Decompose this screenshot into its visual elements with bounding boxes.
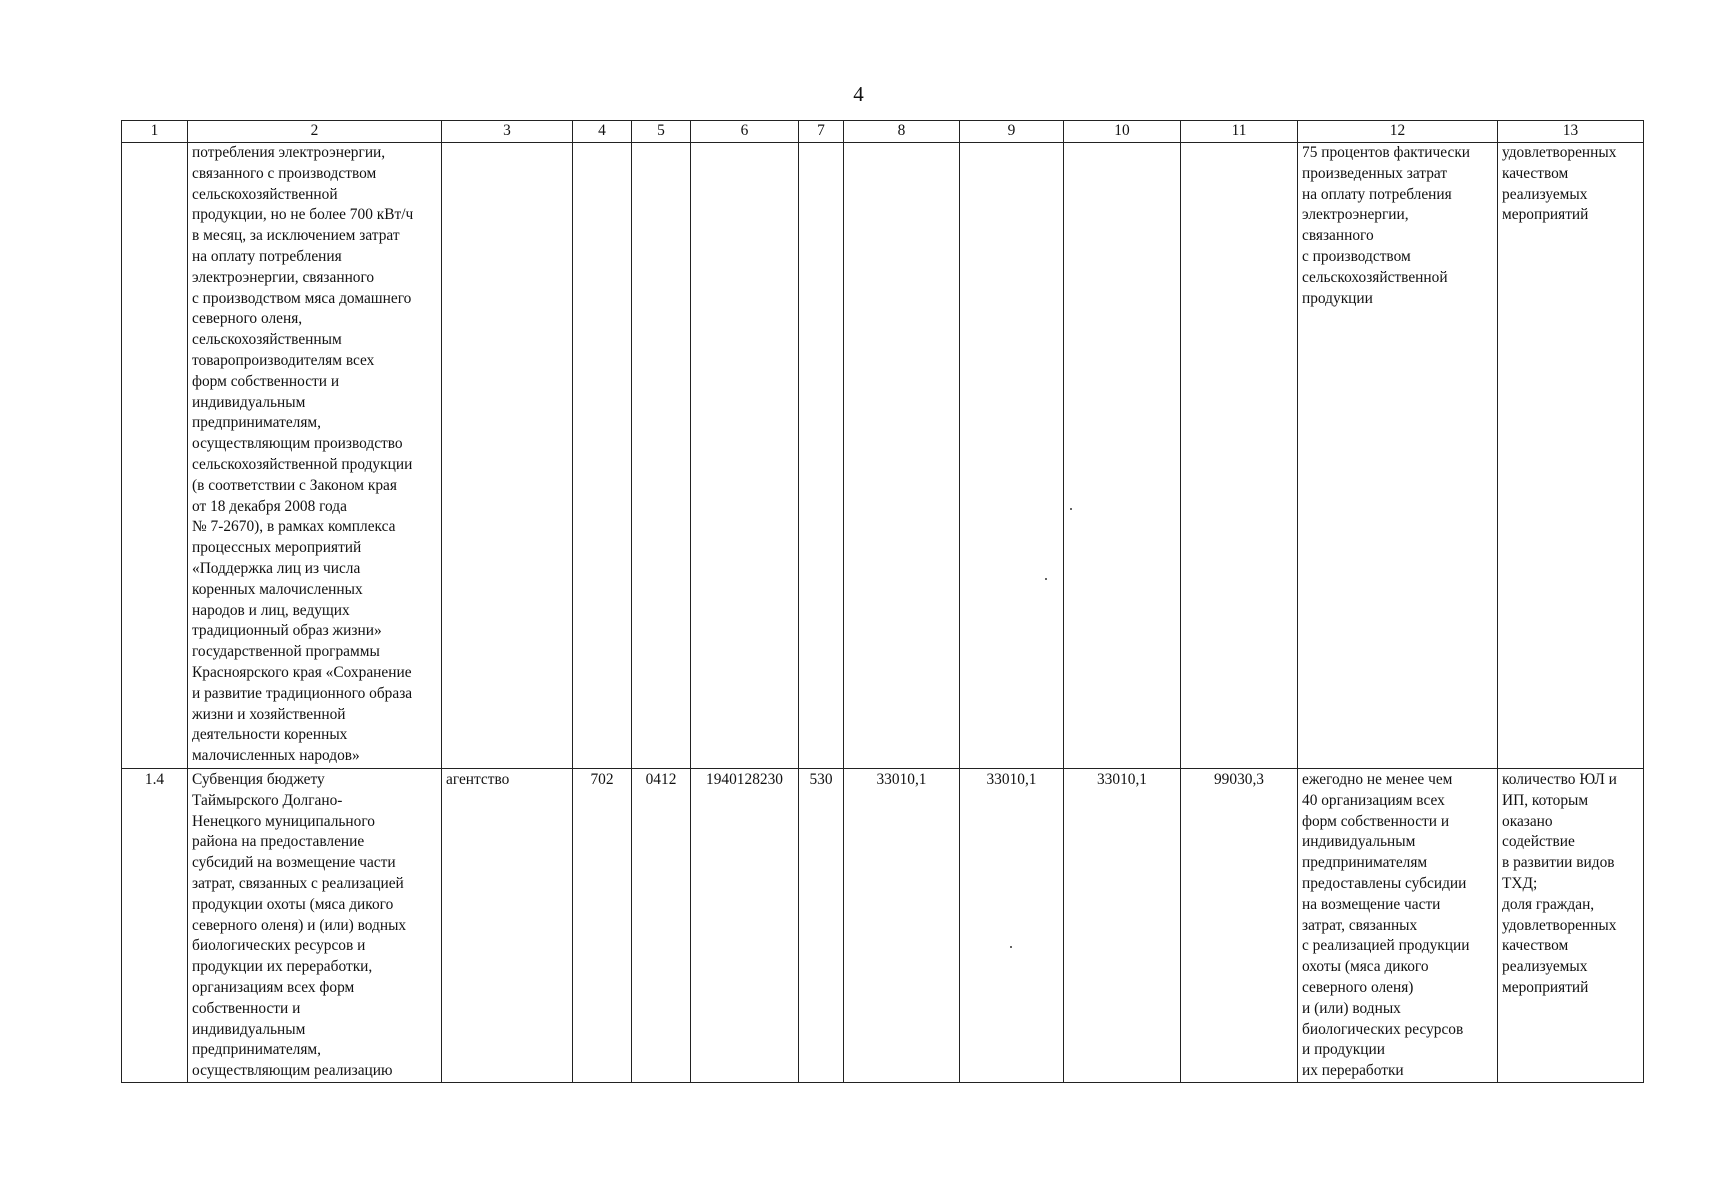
header-col-7: 7	[799, 121, 844, 143]
year1-amount-cell	[844, 143, 960, 769]
header-col-3: 3	[442, 121, 573, 143]
header-col-2: 2	[188, 121, 442, 143]
header-col-9: 9	[960, 121, 1064, 143]
row-number-cell: 1.4	[122, 769, 188, 1083]
total-amount-cell: 99030,3	[1181, 769, 1298, 1083]
header-col-11: 11	[1181, 121, 1298, 143]
year1-amount-cell: 33010,1	[844, 769, 960, 1083]
measure-name-cell: потребления электроэнергии, связанного с производством сельскохозяйственной продукции, но не более 700 кВт/ч в месяц, за исключением затрат на оплату потребления электроэнергии, связанного с производством мяса домашнего северного оленя, сельскохозяйственным товаропроизводителям всех форм собственности и индивидуальным предпринимателям, осуществляющим производство сельскохозяйственной продукции (в соответствии с Законом края от 18 декабря 2008 года № 7-2670), в рамках комплекса процессных мероприятий «Поддержка лиц из числа коренных малочисленных народов и лиц, ведущих традиционный образ жизни» государственной программы Красноярского края «Сохранение и развитие традиционного образа жизни и хозяйственной деятельности коренных малочисленных народов»	[188, 143, 442, 769]
grbs-cell: 702	[573, 769, 632, 1083]
table-row-continuation	[122, 143, 1644, 769]
csr-cell	[691, 143, 799, 769]
expected-result-cell: 75 процентов фактически произведенных затрат на оплату потребления электроэнергии, связанного с производством сельскохозяйственной продукции	[1298, 143, 1498, 769]
scan-speck	[1045, 578, 1047, 580]
vr-cell	[799, 143, 844, 769]
grbs-cell	[573, 143, 632, 769]
year2-amount-cell: 33010,1	[960, 769, 1064, 1083]
header-col-13: 13	[1498, 121, 1644, 143]
scan-speck	[1070, 508, 1072, 510]
header-col-10: 10	[1064, 121, 1181, 143]
year3-amount-cell: 33010,1	[1064, 769, 1181, 1083]
row-number-cell	[122, 143, 188, 769]
responsible-cell: агентство	[442, 769, 573, 1083]
total-amount-cell	[1181, 143, 1298, 769]
header-row	[122, 121, 1644, 143]
csr-cell: 1940128230	[691, 769, 799, 1083]
indicator-cell: количество ЮЛ и ИП, которым оказано содействие в развитии видов ТХД; доля граждан, удовлетворенных качеством реализуемых мероприятий	[1498, 769, 1644, 1083]
header-col-5: 5	[632, 121, 691, 143]
header-col-6: 6	[691, 121, 799, 143]
rzpr-cell: 0412	[632, 769, 691, 1083]
year2-amount-cell	[960, 143, 1064, 769]
header-col-8: 8	[844, 121, 960, 143]
table-row-1-4	[122, 769, 1644, 1083]
page-number: 4	[853, 82, 864, 106]
indicator-cell: удовлетворенных качеством реализуемых мероприятий	[1498, 143, 1644, 769]
year3-amount-cell	[1064, 143, 1181, 769]
responsible-cell	[442, 143, 573, 769]
header-col-12: 12	[1298, 121, 1498, 143]
expected-result-cell: ежегодно не менее чем 40 организациям всех форм собственности и индивидуальным предпринимателям предоставлены субсидии на возмещение части затрат, связанных с реализацией продукции охоты (мяса дикого северного оленя) и (или) водных биологических ресурсов и продукции их переработки	[1298, 769, 1498, 1083]
header-col-4: 4	[573, 121, 632, 143]
rzpr-cell	[632, 143, 691, 769]
vr-cell: 530	[799, 769, 844, 1083]
header-col-1: 1	[122, 121, 188, 143]
budget-table	[121, 120, 1644, 1083]
scan-speck	[1010, 946, 1012, 948]
measure-name-cell: Субвенция бюджету Таймырского Долгано- Ненецкого муниципального района на предоставление субсидий на возмещение части затрат, связанных с реализацией продукции охоты (мяса дикого северного оленя) и (или) водных биологических ресурсов и продукции их переработки, организациям всех форм собственности и индивидуальным предпринимателям, осуществляющим реализацию	[188, 769, 442, 1083]
